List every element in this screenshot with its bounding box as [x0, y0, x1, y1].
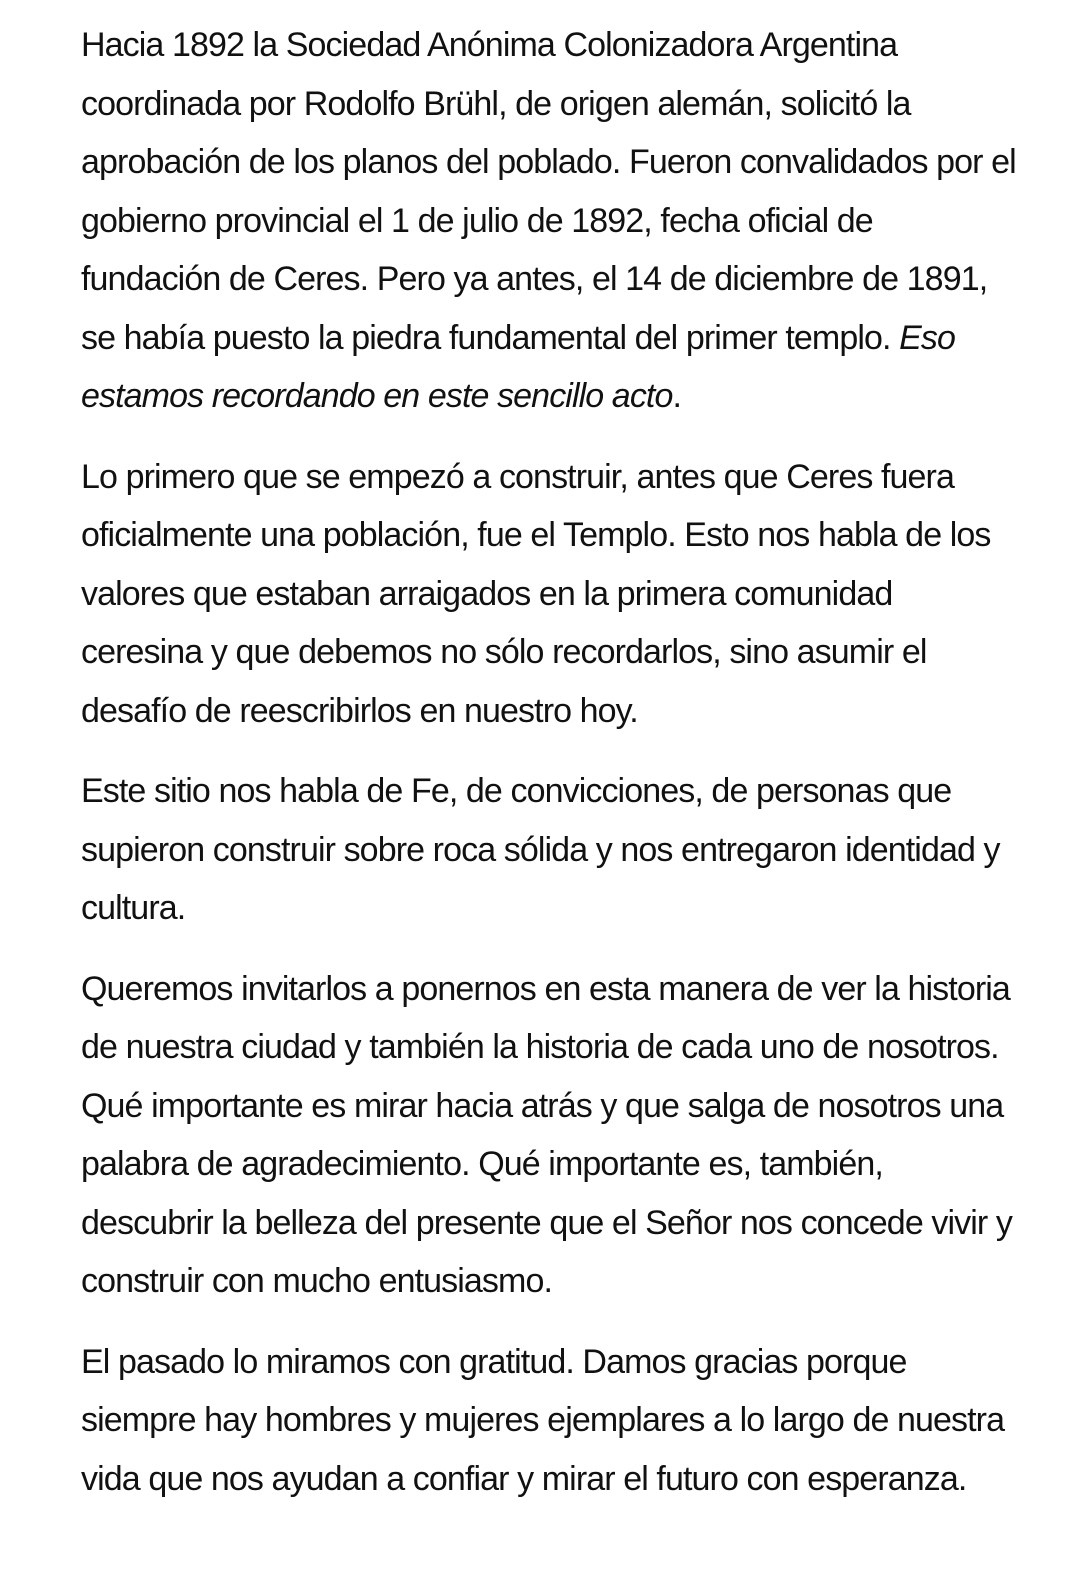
paragraph-faith: Este sitio nos habla de Fe, de convicciones, de personas que supieron construir sobre roca sólida y nos entregaron identidad y cultura.: [81, 772, 1000, 927]
paragraph-founding: [81, 16, 1020, 426]
paragraph-invitation: Queremos invitarlos a ponernos en esta manera de ver la historia de nuestra ciudad y también la historia de cada uno de nosotros. Qué importante es mirar hacia atrás y que salga de nosotros una palabra de agradecimiento. Qué importante es, también, descubrir la belleza del presente que el Señor nos concede vivir y construir con mucho entusiasmo.: [81, 969, 1012, 1300]
paragraph-founding-emphasis: Eso estamos recordando en este sencillo acto: [81, 318, 955, 415]
paragraph-founding-text: Hacia 1892 la Sociedad Anónima Colonizadora Argentina coordinada por Rodolfo Brühl, de origen alemán, solicitó la aprobación de los planos del poblado. Fueron convalidados por el gobierno provincial el 1 de julio de 1892, fecha oficial de fundación de Ceres. Pero ya antes, el 14 de diciembre de 1891, se había puesto la piedra fundamental del primer templo.: [81, 26, 1016, 357]
paragraph-gratitude: El pasado lo miramos con gratitud. Damos gracias porque siempre hay hombres y mujeres ejemplares a lo largo de nuestra vida que nos ayudan a confiar y mirar el futuro con esperanza.: [81, 1342, 1005, 1498]
paragraph-temple: Lo primero que se empezó a construir, antes que Ceres fuera oficialmente una población, fue el Templo. Esto nos habla de los valores que estaban arraigados en la primera comunidad ceresina y que debemos no sólo recordarlos, sino asumir el desafío de reescribirlos en nuestro hoy.: [81, 457, 991, 730]
paragraph-founding-end: .: [672, 377, 682, 415]
